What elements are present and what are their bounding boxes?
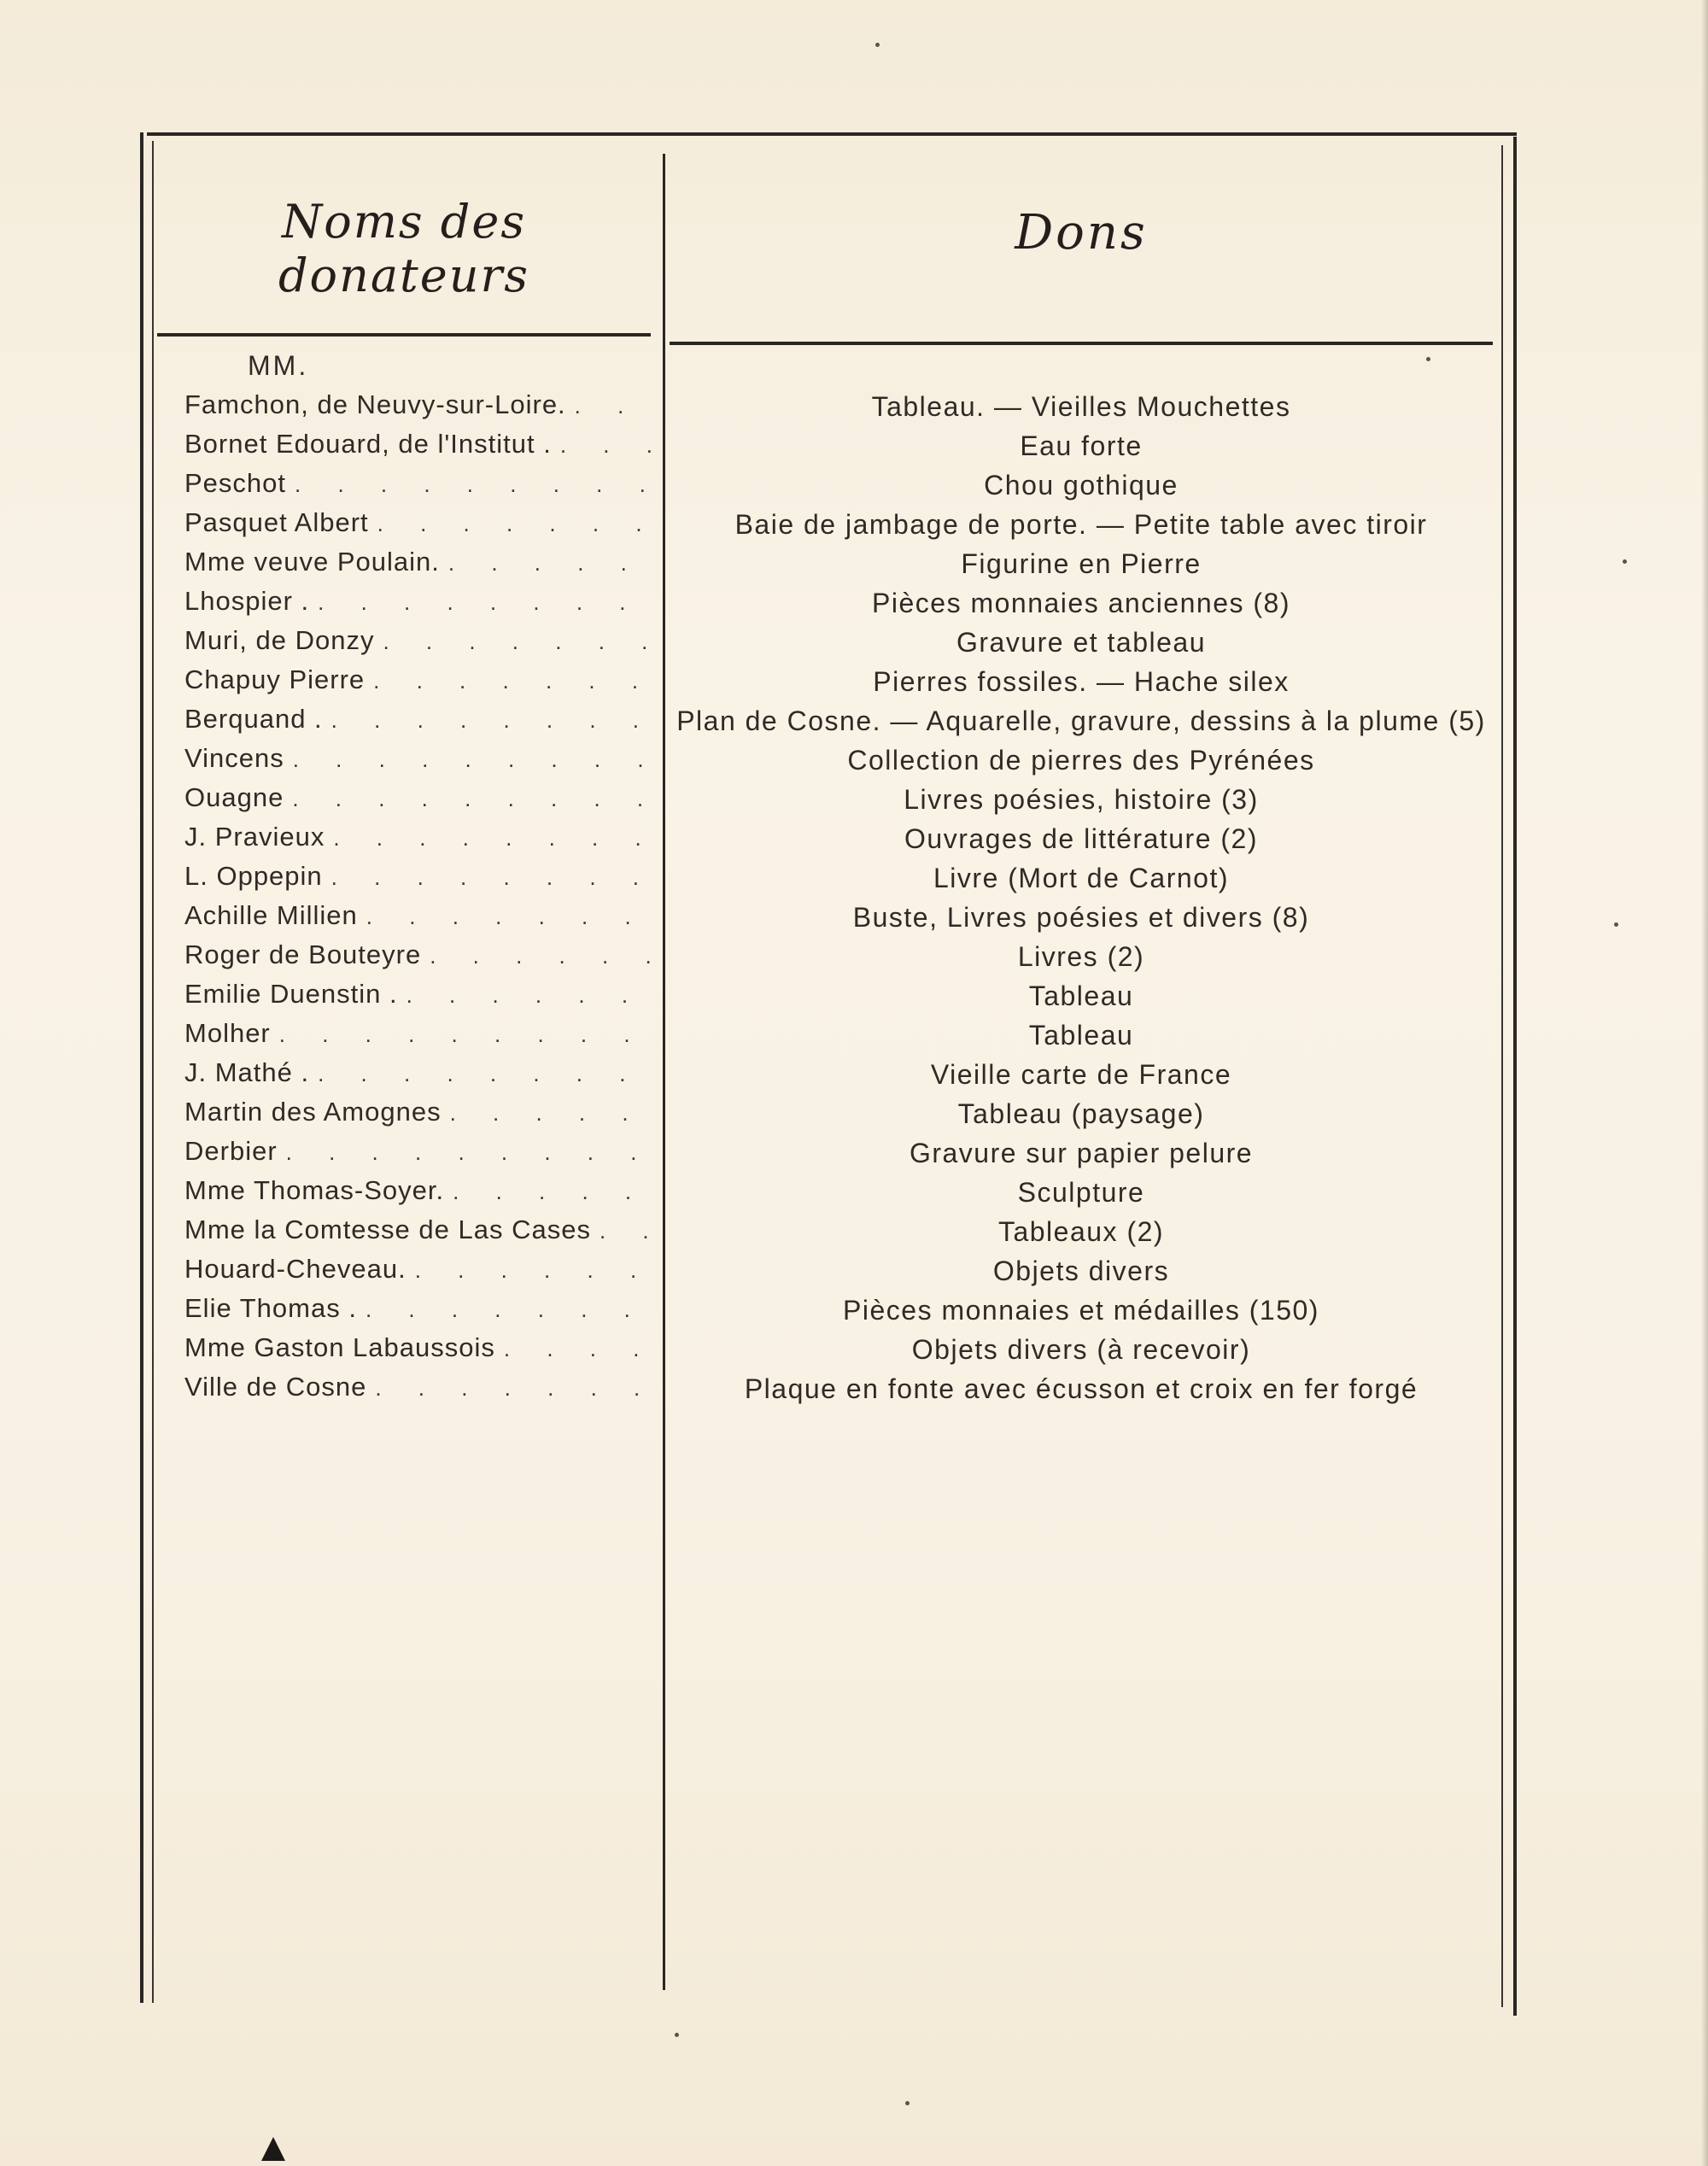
donor-name: Mme Gaston Labaussois: [184, 1332, 495, 1362]
gift-row: Plaque en fonte avec écusson et croix en fer forgé: [744, 1373, 1418, 1404]
gift-row: Ouvrages de littérature (2): [904, 823, 1258, 854]
donor-row: [184, 704, 656, 743]
donor-row: [184, 1018, 656, 1057]
donor-row: [184, 429, 656, 468]
donor-name: Elie Thomas .: [184, 1293, 357, 1323]
gift-row: Pièces monnaies anciennes (8): [872, 588, 1290, 618]
gift-row: Livres poésies, histoire (3): [904, 784, 1259, 815]
dot-leader: [450, 1100, 656, 1127]
donor-name: Roger de Bouteyre: [184, 940, 422, 969]
gift-row: Livre (Mort de Carnot): [933, 863, 1229, 893]
donor-name: Mme veuve Poulain.: [184, 547, 440, 577]
donor-row: [184, 900, 656, 940]
gift-row: Objets divers: [992, 1256, 1170, 1286]
paper-speck: [675, 2033, 679, 2037]
gift-row: Plan de Cosne. — Aquarelle, gravure, dessins à la plume (5): [676, 705, 1486, 736]
dot-leader: [415, 1257, 656, 1284]
dot-leader: [430, 943, 656, 969]
dot-leader: [375, 1375, 656, 1402]
gift-row: Tableau: [1028, 1020, 1134, 1051]
gift-row: Tableau: [1028, 981, 1134, 1011]
frame-left-inner-border: [152, 141, 154, 2003]
dot-leader: [373, 668, 656, 694]
donor-name: Chapuy Pierre: [184, 664, 366, 694]
dot-leader: [407, 982, 656, 1009]
gift-row: Collection de pierres des Pyrénées: [847, 745, 1315, 776]
gift-row: Tableaux (2): [997, 1216, 1165, 1247]
dot-leader: [383, 629, 656, 655]
donor-row: [184, 1175, 656, 1215]
donor-row: [184, 507, 656, 547]
paper-speck: [1623, 559, 1627, 564]
donor-row: [184, 586, 656, 625]
dot-leader: [318, 589, 656, 616]
paper-speck: [1426, 357, 1430, 361]
gift-row: Sculpture: [1017, 1177, 1145, 1208]
donor-name: L. Oppepin: [184, 861, 323, 891]
gift-row: Tableau (paysage): [957, 1098, 1205, 1129]
donor-name: Bornet Edouard, de l'Institut .: [184, 429, 552, 459]
paper-speck: [875, 43, 880, 47]
dot-leader: [318, 1061, 656, 1087]
dot-leader: [448, 550, 656, 577]
donor-row: [184, 822, 656, 861]
donors-column-header: Noms des donateurs: [278, 195, 529, 302]
gift-row: Gravure et tableau: [956, 627, 1207, 658]
donor-name: Ville de Cosne: [184, 1372, 367, 1402]
corner-mark-icon: [261, 2137, 285, 2161]
dot-leader: [292, 786, 656, 812]
donor-name: J. Mathé .: [184, 1057, 310, 1087]
donor-row: [184, 547, 656, 586]
donor-name: Emilie Duenstin .: [184, 979, 398, 1009]
dot-leader: [600, 1218, 656, 1244]
donor-name: Famchon, de Neuvy-sur-Loire.: [184, 389, 566, 419]
gifts-column-header: Dons: [1015, 205, 1148, 261]
dot-leader: [366, 1297, 656, 1323]
gift-row: Pièces monnaies et médailles (150): [843, 1295, 1319, 1326]
dot-leader: [295, 471, 656, 498]
dot-leader: [331, 864, 656, 891]
donor-row: [184, 625, 656, 664]
donor-row: [184, 1057, 656, 1097]
donor-row: [184, 940, 656, 979]
gift-row: Tableau. — Vieilles Mouchettes: [871, 391, 1291, 422]
dot-leader: [366, 904, 656, 930]
donor-row: [184, 1136, 656, 1175]
gift-row: Gravure sur papier pelure: [909, 1138, 1254, 1168]
donor-name: Achille Millien: [184, 900, 358, 930]
gift-row: Figurine en Pierre: [961, 548, 1202, 579]
dot-leader: [279, 1022, 656, 1048]
dot-leader: [293, 746, 656, 773]
donor-row: [184, 468, 656, 507]
dot-leader: [504, 1336, 656, 1362]
dot-leader: [286, 1139, 656, 1166]
donor-name: Pasquet Albert: [184, 507, 369, 537]
dot-leader: [575, 393, 656, 419]
honorific-label: MM.: [248, 350, 309, 381]
dot-leader: [331, 707, 656, 734]
paper-speck: [905, 2101, 910, 2105]
gift-row: Vieille carte de France: [930, 1059, 1232, 1090]
donor-name: J. Pravieux: [184, 822, 325, 852]
gift-row: Buste, Livres poésies et divers (8): [852, 902, 1310, 933]
page-edge-shadow: [1701, 0, 1708, 2166]
dot-leader: [453, 1179, 656, 1205]
donor-name: Ouagne: [184, 782, 284, 812]
donor-row: [184, 1372, 656, 1411]
donors-header-rule: [157, 333, 651, 337]
dot-leader: [333, 825, 656, 852]
gift-row: Eau forte: [1020, 430, 1143, 461]
donor-name: Martin des Amognes: [184, 1097, 442, 1127]
paper-speck: [1614, 922, 1618, 927]
donor-row: [184, 1293, 656, 1332]
donor-row: [184, 664, 656, 704]
donor-name: Molher: [184, 1018, 271, 1048]
donor-row: [184, 782, 656, 822]
donor-name: Houard-Cheveau.: [184, 1254, 407, 1284]
donor-row: [184, 1254, 656, 1293]
donor-row: [184, 1332, 656, 1372]
frame-right-inner-border: [1501, 145, 1503, 2007]
donor-row: [184, 389, 656, 429]
donor-name: Mme la Comtesse de Las Cases: [184, 1215, 591, 1244]
donor-name: Peschot: [184, 468, 287, 498]
gift-row: Pierres fossiles. — Hache silex: [873, 666, 1290, 697]
frame-top-border: [147, 132, 1517, 136]
donor-name: Lhospier .: [184, 586, 310, 616]
gift-row: Objets divers (à recevoir): [911, 1334, 1251, 1365]
gift-row: Baie de jambage de porte. — Petite table avec tiroir: [734, 509, 1428, 540]
frame-right-border: [1513, 137, 1517, 2016]
frame-left-border: [140, 132, 143, 2003]
donor-name: Berquand .: [184, 704, 323, 734]
donor-row: [184, 1097, 656, 1136]
donor-row: [184, 1215, 656, 1254]
gift-row: Chou gothique: [984, 470, 1179, 501]
donor-name: Mme Thomas-Soyer.: [184, 1175, 445, 1205]
donor-row: [184, 861, 656, 900]
donor-row: [184, 743, 656, 782]
donor-row: [184, 979, 656, 1018]
gift-list: [670, 391, 1493, 1413]
gifts-header-rule: [670, 342, 1493, 345]
dot-leader: [377, 511, 656, 537]
column-divider: [663, 154, 665, 1990]
donor-name: Derbier: [184, 1136, 278, 1166]
dot-leader: [560, 432, 656, 459]
donor-list: [184, 389, 656, 1411]
gift-row: Livres (2): [1017, 941, 1145, 972]
donor-name: Vincens: [184, 743, 284, 773]
donor-name: Muri, de Donzy: [184, 625, 375, 655]
